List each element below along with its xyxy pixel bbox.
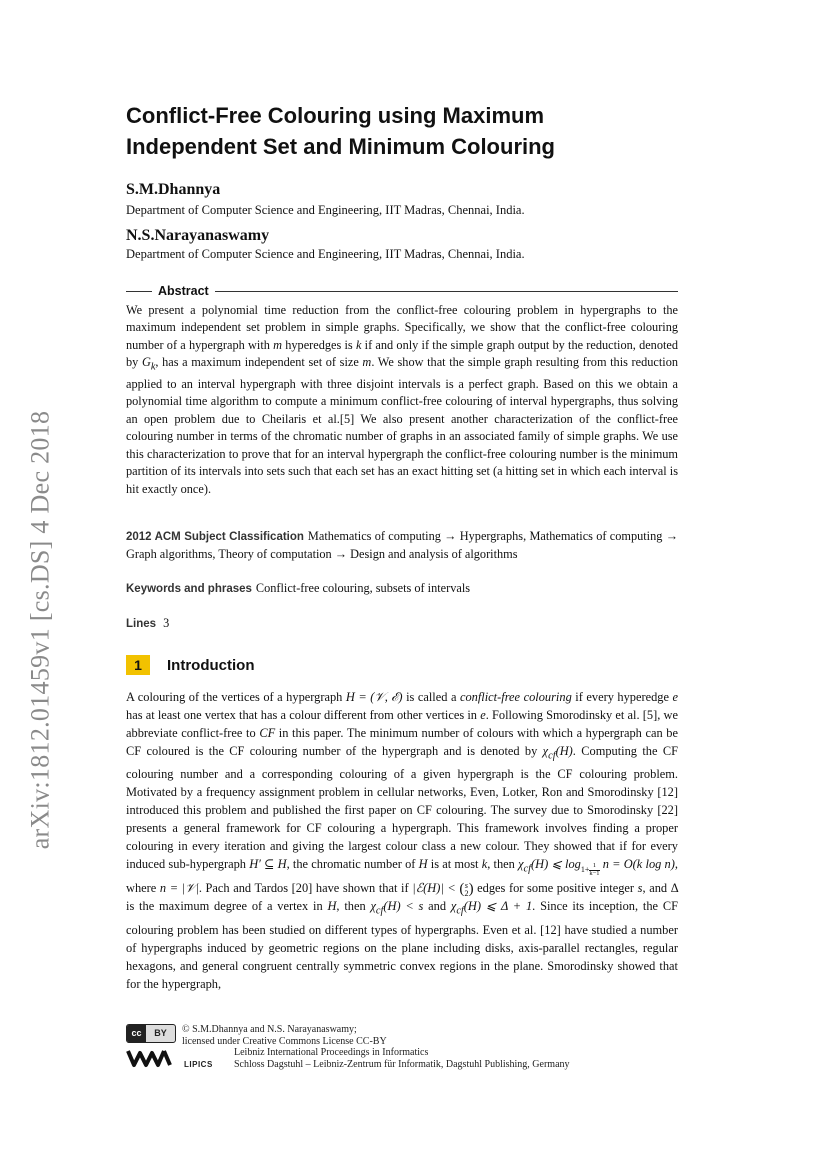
copyright-line: © S.M.Dhannya and N.S. Narayanaswamy;: [182, 1024, 357, 1035]
author-name-1: S.M.Dhannya: [126, 181, 221, 198]
arxiv-identifier: arXiv:1812.01459v1 [cs.DS] 4 Dec 2018: [25, 410, 54, 850]
lipics-logo-icon: [126, 1047, 180, 1069]
lines-count: [126, 615, 678, 633]
abstract-rule-right: [215, 291, 678, 292]
title-line-2: Independent Set and Minimum Colouring: [126, 134, 555, 159]
introduction-paragraph: A colouring of the vertices of a hypergraph H = (𝒱, ℰ) is called a conflict-free colouring if every hyperedge e has at least one vertex that has a colour different from other vertices in e. Following Smorodinsky et al. [5], we abbreviate conflict-free to CF in this paper. The minimum number of colours with which a hypergraph can be CF coloured is the CF colouring number of the hypergraph and is denoted by $\chi_{cf}(H)$. Computing the CF colouring number and a corresponding colouring of a given hypergraph is the CF colouring problem. Motivated by a frequency assignment problem in cellular networks, Even, Lotker, Ron and Smorodinsky [12] introduced this problem and published the first paper on CF colouring. The survey due to Smorodinsky [22] presents a general framework for CF colouring a hypergraph. This framework involves finding a proper colouring in every iteration and giving the largest colour class a new colour. They showed that if for every induced sub-hypergraph H′ ⊆ H, the chromatic number of H is at most k, then $\chi_{cf}(H)$ ⩽ $\log_{1+ \frac{1}{k-1}}$ n = O(k log n), where n = |𝒱|. Pach and Tardos [20] have shown that if |ℰ(H)| < ( s 2 ) edges for some positive integer s, and Δ is the maximum degree of a vertex in H, then $\chi_{cf}(H) < s$ and $\chi_{cf}(H)$ ⩽ Δ + 1. Since its inception, the CF colouring problem has been studied on different types of hypergraphs. Even et al. [12] have studied a number of hypergraphs induced by geometric regions on the plane including disks, axis-parallel rectangles, regular hexagons, and general congruent centrally symmetric convex regions in the plane. Smorodinsky showed that for the hypergraph,: [126, 690, 679, 991]
abstract-heading-label: Abstract: [158, 284, 209, 298]
lipics-series-line: Leibniz International Proceedings in Informatics: [234, 1047, 429, 1058]
abstract-heading: [126, 283, 678, 299]
author-name-2: N.S.Narayanaswamy: [126, 227, 270, 244]
acm-classification-text: Mathematics of computing → Hypergraphs, Mathematics of computing → Graph algorithms, Theory of computation → Design and analysis of algorithms: [126, 529, 678, 562]
license-line: licensed under Creative Commons License CC-BY: [182, 1036, 387, 1048]
abstract-rule-left: [126, 291, 152, 292]
cc-icon: cc: [127, 1025, 146, 1042]
section-number-badge: 1: [126, 655, 150, 675]
section-title: Introduction: [167, 656, 255, 674]
author-affiliation-2: Department of Computer Science and Engineering, IIT Madras, Chennai, India.: [126, 247, 525, 261]
keywords: [126, 580, 678, 598]
keywords-label: Keywords and phrases: [126, 583, 252, 595]
lipics-wordmark: LIPICS: [184, 1060, 213, 1069]
lipics-publisher-line: Schloss Dagstuhl – Leibniz-Zentrum für Informatik, Dagstuhl Publishing, Germany: [234, 1059, 570, 1071]
paper-title: [126, 100, 686, 162]
lines-value: 3: [163, 616, 170, 630]
license-text: [182, 1024, 387, 1049]
keywords-text: Conflict-free colouring, subsets of intervals: [255, 581, 471, 595]
acm-classification: [126, 528, 678, 564]
title-line-1: Conflict-Free Colouring using Maximum: [126, 103, 545, 128]
abstract-body: We present a polynomial time reduction from the conflict-free colouring problem in hypergraphs to the maximum independent set problem in simple graphs. Specifically, we show that the conflict-free colouring number of a hypergraph with m hyperedges is k if and only if the simple graph output by the reduction, denoted by $G_k$, has a maximum independent set of size m. We show that the simple graph resulting from this reduction applied to an interval hypergraph with three disjoint intervals is a perfect graph. Based on this we obtain a polynomial time algorithm to compute a minimum conflict-free colouring of interval hypergraphs, thus solving an open problem due to Cheilaris et al.[5] We also present another characterization of the conflict-free colouring number in terms of the chromatic number of graphs in an associated family of simple graphs. We use this characterization to prove that for an interval hypergraph the conflict-free colouring number is the minimum partition of its intervals into sets such that each set has an exact hitting set (a hitting set in which each interval is hit exactly once).: [126, 303, 678, 496]
author-affiliation-1: Department of Computer Science and Engineering, IIT Madras, Chennai, India.: [126, 203, 525, 217]
cc-by-license-badge: [126, 1024, 176, 1043]
acm-classification-label: 2012 ACM Subject Classification: [126, 531, 304, 543]
arxiv-sidebar-stamp: [10, 370, 70, 890]
section-heading: [126, 654, 254, 676]
by-icon: BY: [154, 1028, 167, 1039]
lipics-text: [234, 1047, 570, 1072]
lines-label: Lines: [126, 618, 157, 630]
